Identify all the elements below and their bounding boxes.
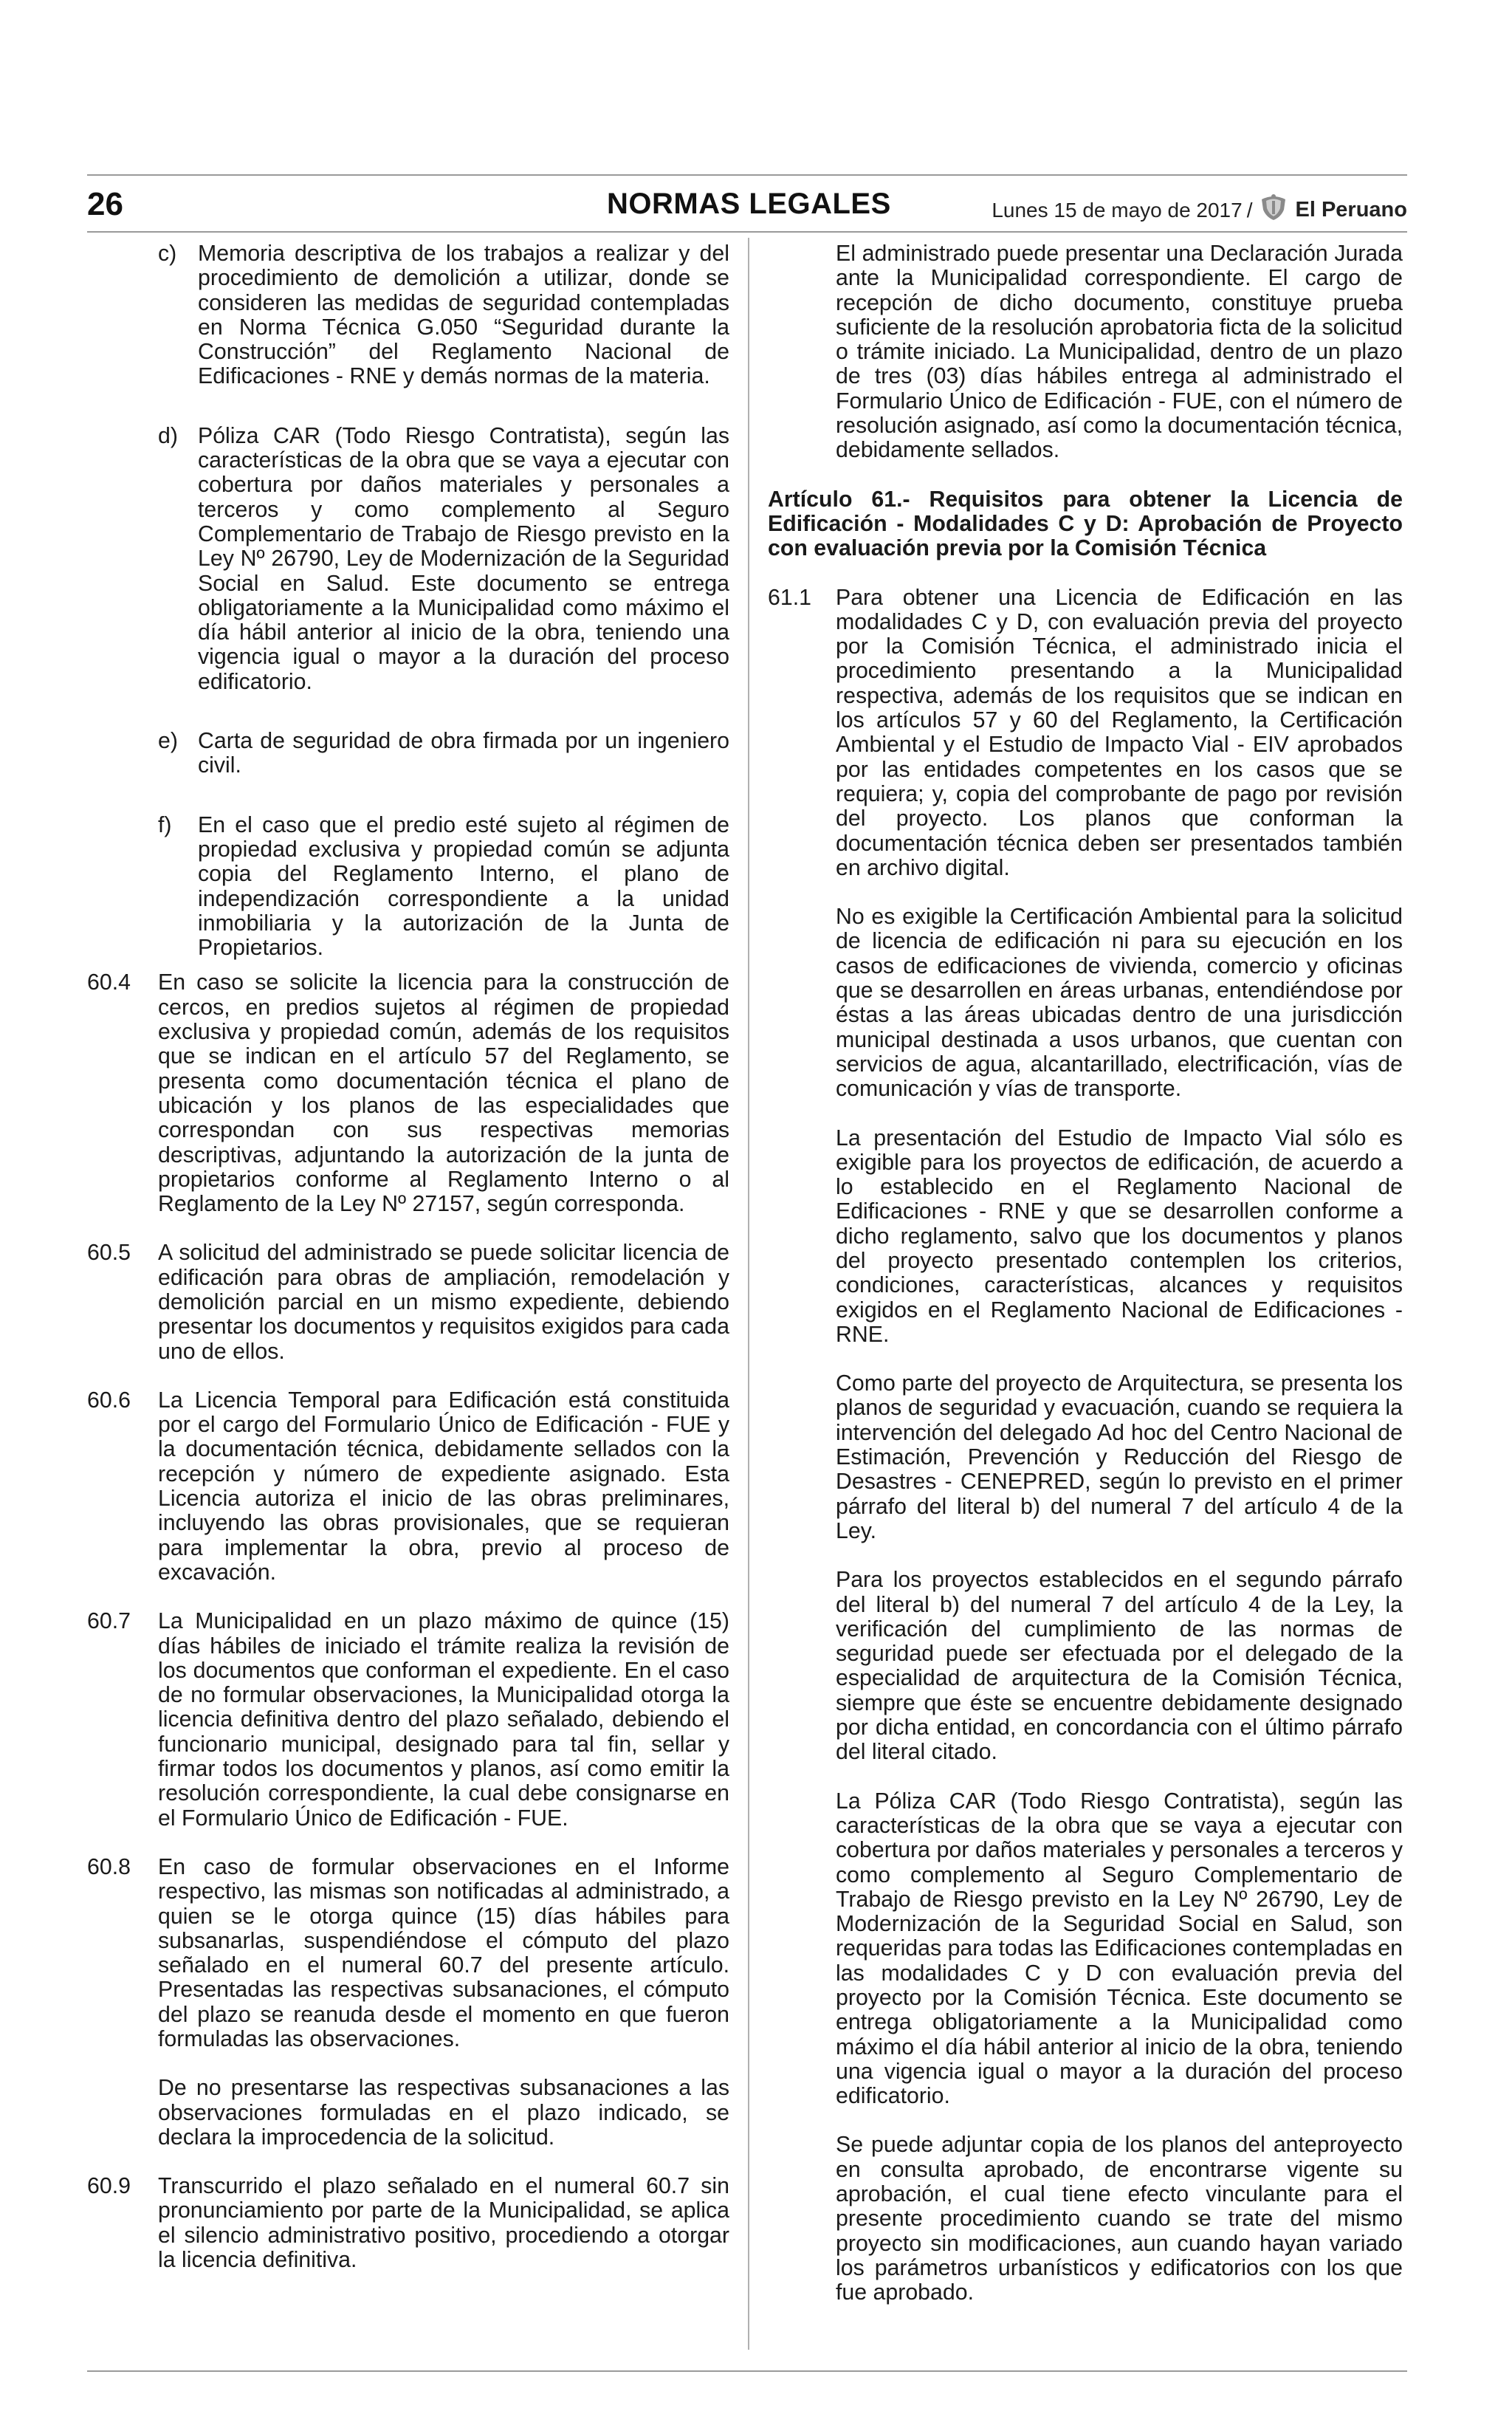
paragraph-text: En caso se solicite la licencia para la construcción de cercos, en predios sujetos al régimen de propiedad exclusiva y propiedad común, además de los requisitos que se indican en el artículo 57 del Reglamento, se presenta como documentación técnica el plano de ubicación y los planos de las especialidades que correspondan con sus respectivas memorias descriptivas, adjuntando la autorización de la junta de propietarios conforme al Reglamento Interno o al Reglamento de la Ley Nº 27157, según corresponda.	[158, 970, 729, 1217]
paragraph-text: La presentación del Estudio de Impacto Vial sólo es exigible para los proyectos de edificación, de acuerdo a lo establecido en el Reglamento Nacional de Edificaciones - RNE y que se desarrollen conforme a dicho reglamento, salvo que los documentos y planos del proyecto presentado contemplen los criterios, condiciones, características, alcances y requisitos exigidos en el Reglamento Nacional de Edificaciones - RNE.	[836, 1125, 1403, 1347]
paragraph-text: La Póliza CAR (Todo Riesgo Contratista), según las características de la obra que se vaya a ejecutar con cobertura por daños materiales y personales a terceros y como complemento al Seguro Complementario de Trabajo de Riesgo previsto en la Ley Nº 26790, Ley de Modernización de la Seguridad Social en Salud, son requeridas para todas las Edificaciones contempladas en las modalidades C y D con evaluación previa del proyecto por la Comisión Técnica. Este documento se entrega obligatoriamente a la Municipalidad como máximo el día hábil anterior al inicio de la obra, teniendo una vigencia igual o mayor a la duración del proceso edificatorio.	[836, 1788, 1403, 2109]
item-text: Carta de seguridad de obra firmada por un ingeniero civil.	[198, 729, 729, 778]
numbered-paragraph	[87, 1388, 729, 1585]
paragraph-text: En caso de formular observaciones en el Informe respectivo, las mismas son notificadas al administrado, a quien se le otorga quince (15) días hábiles para subsanarlas, suspendiéndose el cómputo del plazo señalado en el numeral 60.7 del presente artículo. Presentadas las respectivas subsanaciones, el cómputo del plazo se reanuda desde el momento en que fueron formuladas las observaciones.	[158, 1854, 729, 2051]
numbered-paragraph	[768, 586, 1403, 881]
paragraph-number: 60.9	[87, 2174, 131, 2199]
item-label: d)	[158, 423, 178, 448]
list-item	[87, 424, 729, 694]
list-item	[87, 813, 729, 961]
publication-date: Lunes 15 de mayo de 2017	[992, 198, 1243, 222]
numbered-paragraph	[87, 1855, 729, 2051]
paragraph-number: 60.5	[87, 1241, 131, 1266]
paper-name: El Peruano	[1295, 198, 1407, 222]
item-label: f)	[158, 812, 172, 837]
paragraph-text: Transcurrido el plazo señalado en el numeral 60.7 sin pronunciamiento por parte de la Municipalidad, se aplica el silencio administrativo positivo, procediendo a otorgar la licencia definitiva.	[158, 2174, 729, 2273]
paragraph-text: El administrado puede presentar una Declaración Jurada ante la Municipalidad correspondiente. El cargo de recepción de dicho documento, constituye prueba suficiente de la resolución aprobatoria ficta de la solicitud o trámite iniciado. La Municipalidad, dentro de un plazo de tres (03) días hábiles entrega al administrado el Formulario Único de Edificación - FUE, con el número de resolución asignado, así como la documentación técnica, debidamente sellados.	[836, 241, 1403, 463]
item-label: e)	[158, 729, 178, 754]
item-text: Memoria descriptiva de los trabajos a realizar y del procedimiento de demolición a utilizar, donde se consideren las medidas de seguridad contempladas en Norma Técnica G.050 “Seguridad durante la Construcción” del Reglamento Nacional de Edificaciones - RNE y demás normas de la materia.	[198, 241, 729, 389]
numbered-paragraph	[87, 2174, 729, 2272]
header-bottom-rule	[87, 231, 1407, 233]
paragraph-number: 60.7	[87, 1609, 131, 1634]
masthead	[992, 193, 1407, 227]
paragraph-text: Para los proyectos establecidos en el segundo párrafo del literal b) del numeral 7 del artículo 4 de la Ley, la verificación del cumplimiento de las normas de seguridad puede ser efectuada por el delegado de la especialidad de arquitectura de la Comisión Técnica, siempre que éste se encuentre debidamente designado por dicha entidad, en concordancia con el último párrafo del literal citado.	[836, 1568, 1403, 1765]
paragraph-text: De no presentarse las respectivas subsanaciones a las observaciones formuladas en el plazo indicado, se declara la improcedencia de la solicitud.	[158, 2076, 729, 2150]
numbered-paragraph	[87, 1609, 729, 1831]
header-top-rule	[87, 174, 1407, 176]
article-heading: Artículo 61.- Requisitos para obtener la Licencia de Edificación - Modalidades C y D: Aprobación de Proyecto con evaluación previa por la Comisión Técnica	[768, 487, 1403, 561]
paragraph-number: 61.1	[768, 585, 811, 610]
footer-rule	[87, 2370, 1407, 2372]
right-column	[768, 241, 1403, 2330]
page-number: 26	[87, 186, 123, 222]
item-label: c)	[158, 241, 177, 266]
paragraph-text: A solicitud del administrado se puede solicitar licencia de edificación para obras de ampliación, remodelación y demolición parcial en un mismo expediente, debiendo presentar los documentos y requisitos exigidos para cada uno de ellos.	[158, 1241, 729, 1364]
item-text: En el caso que el predio esté sujeto al régimen de propiedad exclusiva y propiedad común se adjunta copia del Reglamento Interno, el plano de independización correspondiente a la unidad inmobiliaria y la autorización de la Junta de Propietarios.	[198, 812, 729, 961]
numbered-paragraph	[87, 1241, 729, 1363]
coat-of-arms-icon	[1259, 193, 1288, 227]
left-column	[87, 241, 729, 2297]
column-divider	[748, 238, 749, 2350]
section-title: NORMAS LEGALES	[607, 188, 891, 220]
paragraph-text: No es exigible la Certificación Ambiental para la solicitud de licencia de edificación ni para su ejecución en los casos de edificaciones de vivienda, comercio y oficinas que se desarrollen en áreas urbanas, entendiéndose por éstas a las áreas ubicadas dentro de una jurisdicción municipal destinada a usos urbanos, que cuentan con servicios de agua, alcantarillado, electrificación, vías de comunicación y vías de transporte.	[836, 905, 1403, 1102]
paragraph-number: 60.4	[87, 970, 131, 995]
list-item	[87, 241, 729, 389]
list-item	[87, 729, 729, 778]
paragraph-text: La Licencia Temporal para Edificación está constituida por el cargo del Formulario Único de Edificación - FUE y la documentación técnica, debidamente sellados con la recepción y número de expediente asignado. Esta Licencia autoriza el inicio de las obras preliminares, incluyendo las obras provisionales, que se requieran para implementar la obra, previo al proceso de excavación.	[158, 1388, 729, 1585]
paragraph-text: Para obtener una Licencia de Edificación en las modalidades C y D, con evaluación previa del proyecto por la Comisión Técnica, el administrado inicia el procedimiento presentando a la Municipalidad respectiva, además de los requisitos que se indican en los artículos 57 y 60 del Reglamento, la Certificación Ambiental y el Estudio de Impacto Vial - EIV aprobados por las entidades competentes en los casos que se requiera; y, copia del comprobante de pago por revisión del proyecto. Los planos que conforman la documentación técnica deben ser presentados también en archivo digital.	[836, 585, 1403, 880]
item-text: Póliza CAR (Todo Riesgo Contratista), según las características de la obra que se vaya a ejecutar con cobertura por daños materiales y personales a terceros y como complemento al Seguro Complementario de Trabajo de Riesgo previsto en la Ley Nº 26790, Ley de Modernización de la Seguridad Social en Salud. Este documento se entrega obligatoriamente a la Municipalidad como máximo el día hábil anterior al inicio de la obra, teniendo una vigencia igual o mayor a la duración del proceso edificatorio.	[198, 423, 729, 694]
paragraph-text: Se puede adjuntar copia de los planos del anteproyecto en consulta aprobado, de encontrarse vigente su aprobación, el cual tiene efecto vinculante para el presente procedimiento cuando se trate del mismo proyecto sin modificaciones, aun cuando hayan variado los parámetros urbanísticos y edificatorios con los que fue aprobado.	[836, 2133, 1403, 2305]
paragraph-number: 60.8	[87, 1854, 131, 1879]
numbered-paragraph	[87, 970, 729, 1216]
date-separator: /	[1246, 198, 1253, 222]
paragraph-text: Como parte del proyecto de Arquitectura, se presenta los planos de seguridad y evacuación, cuando se requiera la intervención del delegado Ad hoc del Centro Nacional de Estimación, Prevención y Reducción del Riesgo de Desastres - CENEPRED, según lo previsto en el primer párrafo del literal b) del numeral 7 del artículo 4 de la Ley.	[836, 1371, 1403, 1543]
paragraph-number: 60.6	[87, 1388, 131, 1413]
paragraph-text: La Municipalidad en un plazo máximo de quince (15) días hábiles de iniciado el trámite realiza la revisión de los documentos que conforman el expediente. En el caso de no formular observaciones, la Municipalidad otorga la licencia definitiva dentro del plazo señalado, debiendo el funcionario municipal, designado para tal fin, sellar y firmar todos los documentos y planos, así como emitir la resolución correspondiente, la cual debe consignarse en el Formulario Único de Edificación - FUE.	[158, 1609, 729, 1831]
